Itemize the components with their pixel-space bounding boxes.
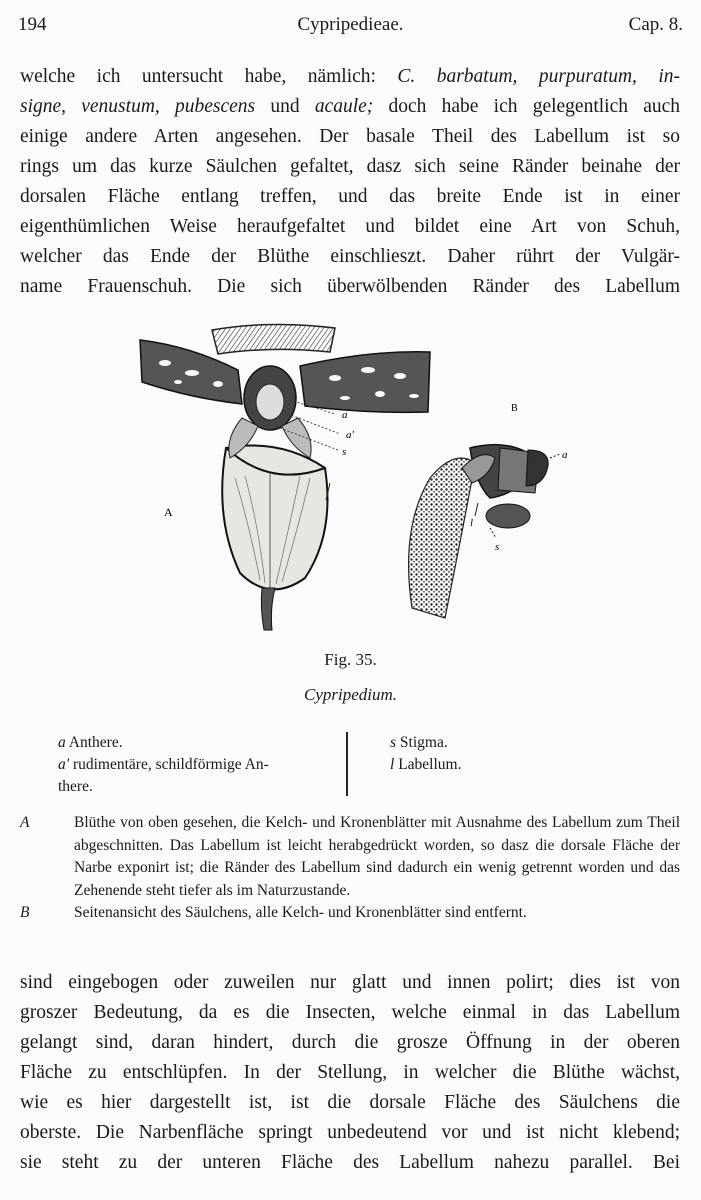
legend-item: a Anthere. bbox=[58, 734, 123, 751]
label-b-a: a bbox=[562, 449, 568, 461]
text-line: eigenthümlichen Weise heraufgefaltet und bildet eine Art von Schuh, bbox=[20, 216, 680, 237]
text-line: einige andere Arten angesehen. Der basale Theil des Labellum ist so bbox=[20, 126, 680, 147]
text-line: rings um das kurze Säulchen gefaltet, dasz sich seine Ränder beinahe der bbox=[20, 156, 680, 177]
text-line: gelangt sind, daran hindert, durch die grosze Öffnung in der oberen bbox=[20, 1032, 680, 1053]
running-title: Cypripedieae. bbox=[297, 14, 404, 35]
legend-item: l Labellum. bbox=[390, 756, 462, 773]
text-line: groszer Bedeutung, da es die Insecten, welche einmal in das Labellum bbox=[20, 1002, 680, 1023]
text-line: signe, venustum, pubescens und acaule; doch habe ich gelegentlich auch bbox=[20, 96, 681, 117]
paragraph-2 bbox=[20, 968, 680, 1178]
figure-description bbox=[20, 812, 680, 925]
text-line: name Frauenschuh. Die sich überwölbenden Ränder des Labellum bbox=[20, 276, 680, 297]
label-a1: a bbox=[342, 409, 348, 421]
text-line: sind eingebogen oder zuweilen nur glatt und innen polirt; dies ist von bbox=[20, 972, 680, 993]
text-line: welche ich untersucht habe, nämlich: C. barbatum, purpuratum, in- bbox=[20, 66, 680, 87]
legend-left bbox=[58, 732, 338, 798]
chapter-label: Cap. 8. bbox=[628, 14, 683, 35]
label-b-l: l bbox=[470, 517, 474, 529]
text-line: welcher das Ende der Blüthe einschlieszt. Daher rührt der Vulgär- bbox=[20, 246, 680, 267]
page-number: 194 bbox=[18, 14, 47, 35]
text-line: Fläche zu entschlüpfen. In der Stellung, in welcher die Blüthe wächst, bbox=[20, 1062, 680, 1083]
figure-name: Cypripedium. bbox=[303, 685, 398, 704]
page-header bbox=[18, 14, 683, 40]
label-a2: a' bbox=[346, 429, 354, 441]
label-A: A bbox=[164, 505, 173, 519]
legend-item: there. bbox=[58, 778, 93, 795]
paragraph-1 bbox=[20, 62, 680, 302]
legend-divider bbox=[346, 732, 348, 796]
text-line: oberste. Die Narbenfläche springt unbedeutend vor und ist nicht klebend; bbox=[20, 1122, 680, 1143]
figure-number: Fig. 35. bbox=[324, 650, 377, 669]
cypripedium-illustration bbox=[130, 318, 610, 648]
label-b-s: s bbox=[495, 541, 500, 553]
description-a: A Blüthe von oben gesehen, die Kelch- und Kronenblätter mit Ausnahme des Labellum zum Theil abgeschnitten. Das Labellum ist leicht herabgedrückt worden, so dasz die dorsale Fläche der Narbe exponirt ist; die Ränder des Labellum sind dadurch ein wenig getrennt worden und das Zehenende steht tiefer als im Naturzustande. bbox=[20, 814, 680, 899]
description-b: B Seitenansicht des Säulchens, alle Kelch- und Kronenblätter sind entfernt. bbox=[20, 904, 527, 921]
label-s: s bbox=[342, 446, 347, 458]
figure-a bbox=[140, 324, 430, 630]
legend-right bbox=[390, 732, 590, 776]
legend-item: s Stigma. bbox=[390, 734, 448, 751]
text-line: wie es hier dargestellt ist, ist die dorsale Fläche des Säulchens die bbox=[20, 1092, 680, 1113]
figure-b bbox=[409, 445, 560, 618]
text-line: dorsalen Fläche entlang treffen, und das breite Ende ist in einer bbox=[20, 186, 680, 207]
legend-item: a' rudimentäre, schildförmige An- bbox=[58, 756, 269, 773]
text-line: sie steht zu der unteren Fläche des Labellum nahezu parallel. Bei bbox=[20, 1152, 680, 1173]
label-B: B bbox=[511, 403, 518, 414]
